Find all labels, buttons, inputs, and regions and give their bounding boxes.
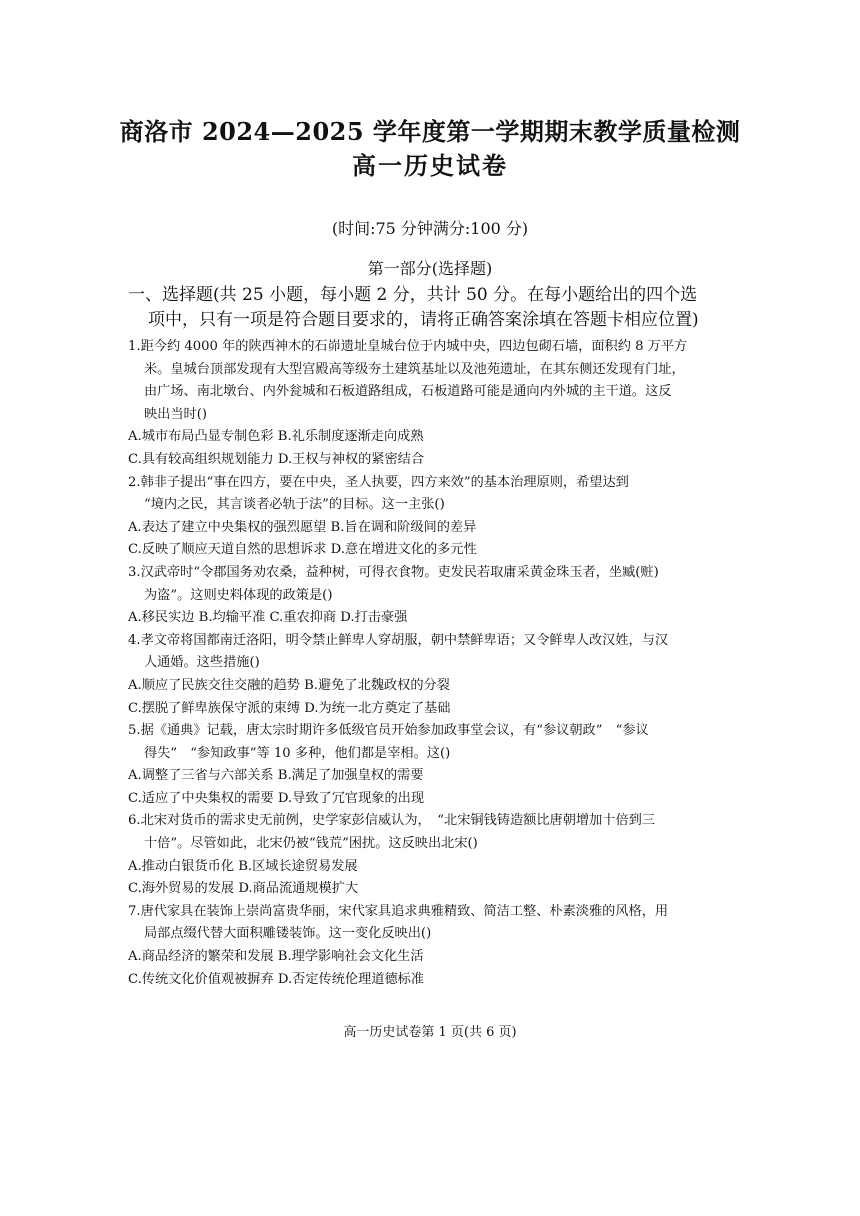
section-instructions-line2: 项中，只有一项是符合题目要求的，请将正确答案涂填在答题卡相应位置): [148, 310, 699, 330]
question-6-stem-line: 十倍”。尽管如此，北宋仍被“钱荒”困扰。这反映出北宋(): [144, 836, 478, 852]
question-7-options-row: C.传统文化价值观被摒弃 D.否定传统伦理道德标准: [128, 971, 425, 987]
question-7-stem-line: 7.唐代家具在装饰上崇尚富贵华丽，宋代家具追求典雅精致、简洁工整、朴素淡雅的风格，用: [128, 903, 669, 919]
question-5-stem-line: 5.据《通典》记载，唐太宗时期许多低级官员开始参加政事堂会议，有“参议朝政” “参议: [128, 723, 649, 739]
question-3-options-row: A.移民实边 B.均输平准 C.重农抑商 D.打击豪强: [128, 610, 408, 626]
page-footer: 高一历史试卷第 1 页(共 6 页): [343, 1025, 517, 1040]
question-3-stem-line: 为盗”。这则史料体现的政策是(): [144, 587, 333, 603]
question-6-stem-line: 6.北宋对货币的需求史无前例，史学家彭信威认为， “北宋铜钱铸造额比唐朝增加十倍到三: [128, 813, 656, 829]
question-5-options-row: A.调整了三省与六部关系 B.满足了加强皇权的需要: [128, 768, 424, 784]
time-info: (时间:75 分钟满分:100 分): [331, 219, 529, 238]
exam-title: 商洛市 2024—2025 学年度第一学期期末教学质量检测: [119, 117, 741, 146]
question-2-options-row: A.表达了建立中央集权的强烈愿望 B.旨在调和阶级间的差异: [128, 519, 477, 535]
question-5-options-row: C.适应了中央集权的需要 D.导致了冗官现象的出现: [128, 790, 425, 806]
part-title: 第一部分(选择题): [367, 259, 493, 278]
question-list: [128, 336, 740, 991]
question-4-stem-line: 人通婚。这些措施(): [144, 655, 260, 671]
question-5: [128, 720, 740, 765]
question-4-options-row: C.摆脱了鲜卑族保守派的束缚 D.为统一北方奠定了基础: [128, 700, 451, 716]
question-1-options-row: C.具有较高组织规划能力 D.王权与神权的紧密结合: [128, 451, 425, 467]
question-5-stem-line: 得失” “参知政事”等 10 多种，他们都是宰相。这(): [144, 745, 451, 761]
exam-subtitle: 高一历史试卷: [352, 151, 508, 180]
section-instructions: [128, 283, 743, 333]
question-4-options-row: A.顺应了民族交往交融的趋势 B.避免了北魏政权的分裂: [128, 677, 450, 693]
question-4-stem-line: 4.孝文帝将国都南迁洛阳，明令禁止鲜卑人穿胡服，朝中禁鲜卑语；又令鲜卑人改汉姓，与汉: [128, 632, 669, 648]
question-6-options-row: A.推动白银货币化 B.区域长途贸易发展: [128, 858, 358, 874]
question-3: [128, 562, 740, 607]
question-7-stem-line: 局部点缀代替大面积雕镂装饰。这一变化反映出(): [144, 926, 432, 942]
question-2-options-row: C.反映了顺应天道自然的思想诉求 D.意在增进文化的多元性: [128, 542, 477, 558]
question-7-options-row: A.商品经济的繁荣和发展 B.理学影响社会文化生活: [128, 949, 424, 965]
question-2: [128, 472, 740, 517]
question-1-options-row: A.城市布局凸显专制色彩 B.礼乐制度逐渐走向成熟: [128, 429, 424, 445]
question-1-stem-line: 映出当时(): [144, 406, 208, 422]
question-1: [128, 336, 740, 426]
question-1-stem-line: 由广场、南北墩台、内外瓮城和石板道路组成，石板道路可能是通向内外城的主干道。这反: [144, 384, 672, 400]
question-6-options-row: C.海外贸易的发展 D.商品流通规模扩大: [128, 881, 359, 897]
section-instructions-line1: 一、选择题(共 25 小题，每小题 2 分，共计 50 分。在每小题给出的四个选: [128, 285, 698, 305]
question-1-stem-line: 米。皇城台顶部发现有大型宫殿高等级夯土建筑基址以及池苑遗址，在其东侧还发现有门址，: [144, 361, 685, 377]
question-1-stem-line: 1.距今约 4000 年的陕西神木的石峁遗址皇城台位于内城中央，四边包砌石墙，面积约 8 万平方: [128, 339, 688, 354]
question-6: [128, 810, 740, 855]
question-4: [128, 630, 740, 675]
question-2-stem-line: “境内之民，其言谈者必轨于法”的目标。这一主张(): [144, 497, 445, 513]
question-3-stem-line: 3.汉武帝时“令郡国务劝农桑，益种树，可得衣食物。吏发民若取庸采黄金珠玉者，坐臧(赃): [128, 564, 659, 580]
question-7: [128, 901, 740, 946]
question-2-stem-line: 2.韩非子提出“事在四方，要在中央，圣人执要，四方来效”的基本治理原则，希望达到: [128, 474, 629, 490]
